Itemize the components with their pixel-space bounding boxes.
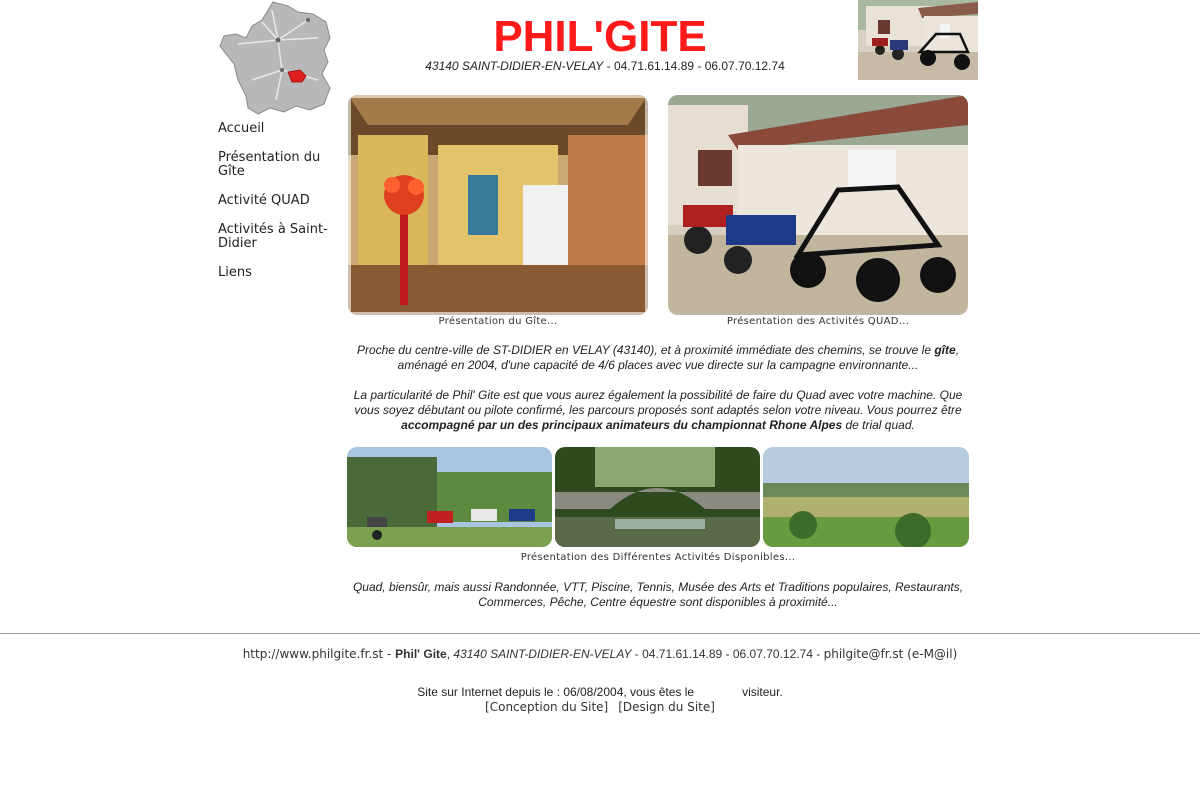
nav-item-liens[interactable]: Liens <box>218 265 252 280</box>
intro-text-bold: gîte <box>934 343 956 357</box>
footer-email-link[interactable]: philgite@fr.st <box>823 647 904 661</box>
intro-text-b: , aménagé en 2004, d'une capacité de 4/6 places avec vue directe sur la campagne environnante... <box>397 343 960 372</box>
nav-item-accueil[interactable]: Accueil <box>218 121 265 136</box>
header-address-city: 43140 SAINT-DIDIER-EN-VELAY <box>425 59 604 73</box>
quad-text-b: de trial quad. <box>842 418 915 432</box>
credits-line <box>0 700 1200 714</box>
intro-text-a: Proche du centre-ville de ST-DIDIER en VELAY (43140), et à proximité immédiate des chemins, se trouve le <box>356 343 935 357</box>
footer-url-link[interactable]: http://www.philgite.fr.st <box>242 647 384 661</box>
caption-quad[interactable]: Présentation des Activités QUAD... <box>726 316 910 327</box>
header-address-phones: - 04.71.61.14.89 - 06.07.70.12.74 <box>603 59 785 73</box>
quad-text-a: La particularité de Phil' Gite est que vous aurez également la possibilité de faire du Quad avec votre machine. Que vous soyez débutant ou pilote confirmé, les parcours proposés sont adaptés selon votre niveau. Vous pourrez être <box>353 388 963 417</box>
footer-contact-line <box>0 647 1200 661</box>
counter-suffix: visiteur. <box>742 685 783 699</box>
footer-sep: - <box>383 647 396 661</box>
quad-activities-photo[interactable] <box>668 95 968 315</box>
intro-paragraph <box>346 343 970 373</box>
activity-photo-quads[interactable] <box>347 447 552 547</box>
nav-item-presentation-gite[interactable]: Présentation du Gîte <box>218 150 321 179</box>
visitor-counter-line <box>0 685 1200 699</box>
quad-paragraph <box>346 388 970 433</box>
credit-design[interactable]: [Design du Site] <box>618 700 715 714</box>
france-map-icon <box>218 0 338 120</box>
credit-design-link[interactable]: Design du Site <box>622 700 711 714</box>
credit-conception-link[interactable]: Conception du Site <box>489 700 604 714</box>
caption-activities[interactable]: Présentation des Différentes Activités Disponibles... <box>520 552 796 563</box>
footer-phones: - 04.71.61.14.89 - 06.07.70.12.74 - <box>631 647 824 661</box>
quad-text-bold: accompagné par un des principaux animateurs du championnat Rhone Alpes <box>401 418 843 432</box>
footer-address: 43140 SAINT-DIDIER-EN-VELAY <box>453 647 632 661</box>
nav-item-activites-saint-didier[interactable]: Activités à Saint-Didier <box>218 222 328 251</box>
header-address <box>380 59 830 73</box>
gite-interior-photo[interactable] <box>348 95 648 315</box>
header-house-quad-photo <box>858 0 978 80</box>
counter-prefix: Site sur Internet depuis le : 06/08/2004, vous êtes le <box>417 685 695 699</box>
caption-gite[interactable]: Présentation du Gîte... <box>438 316 558 327</box>
nav-item-activite-quad[interactable]: Activité QUAD <box>218 193 310 208</box>
sidebar-nav <box>218 122 330 295</box>
footer-divider <box>0 633 1200 634</box>
footer-comma: , <box>446 647 454 661</box>
activity-photo-countryside[interactable] <box>763 447 969 547</box>
footer-email-suffix: (e-M@il) <box>903 647 958 661</box>
activities-paragraph: Quad, biensûr, mais aussi Randonnée, VTT, Piscine, Tennis, Musée des Arts et Traditions populaires, Restaurants, Commerces, Pêche, Centre équestre sont disponibles à proximité... <box>352 580 964 609</box>
site-title: PHIL'GITE <box>493 12 707 61</box>
credit-conception[interactable]: [Conception du Site] <box>485 700 609 714</box>
footer-name: Phil' Gite <box>395 647 447 661</box>
activity-photo-bridge[interactable] <box>555 447 760 547</box>
